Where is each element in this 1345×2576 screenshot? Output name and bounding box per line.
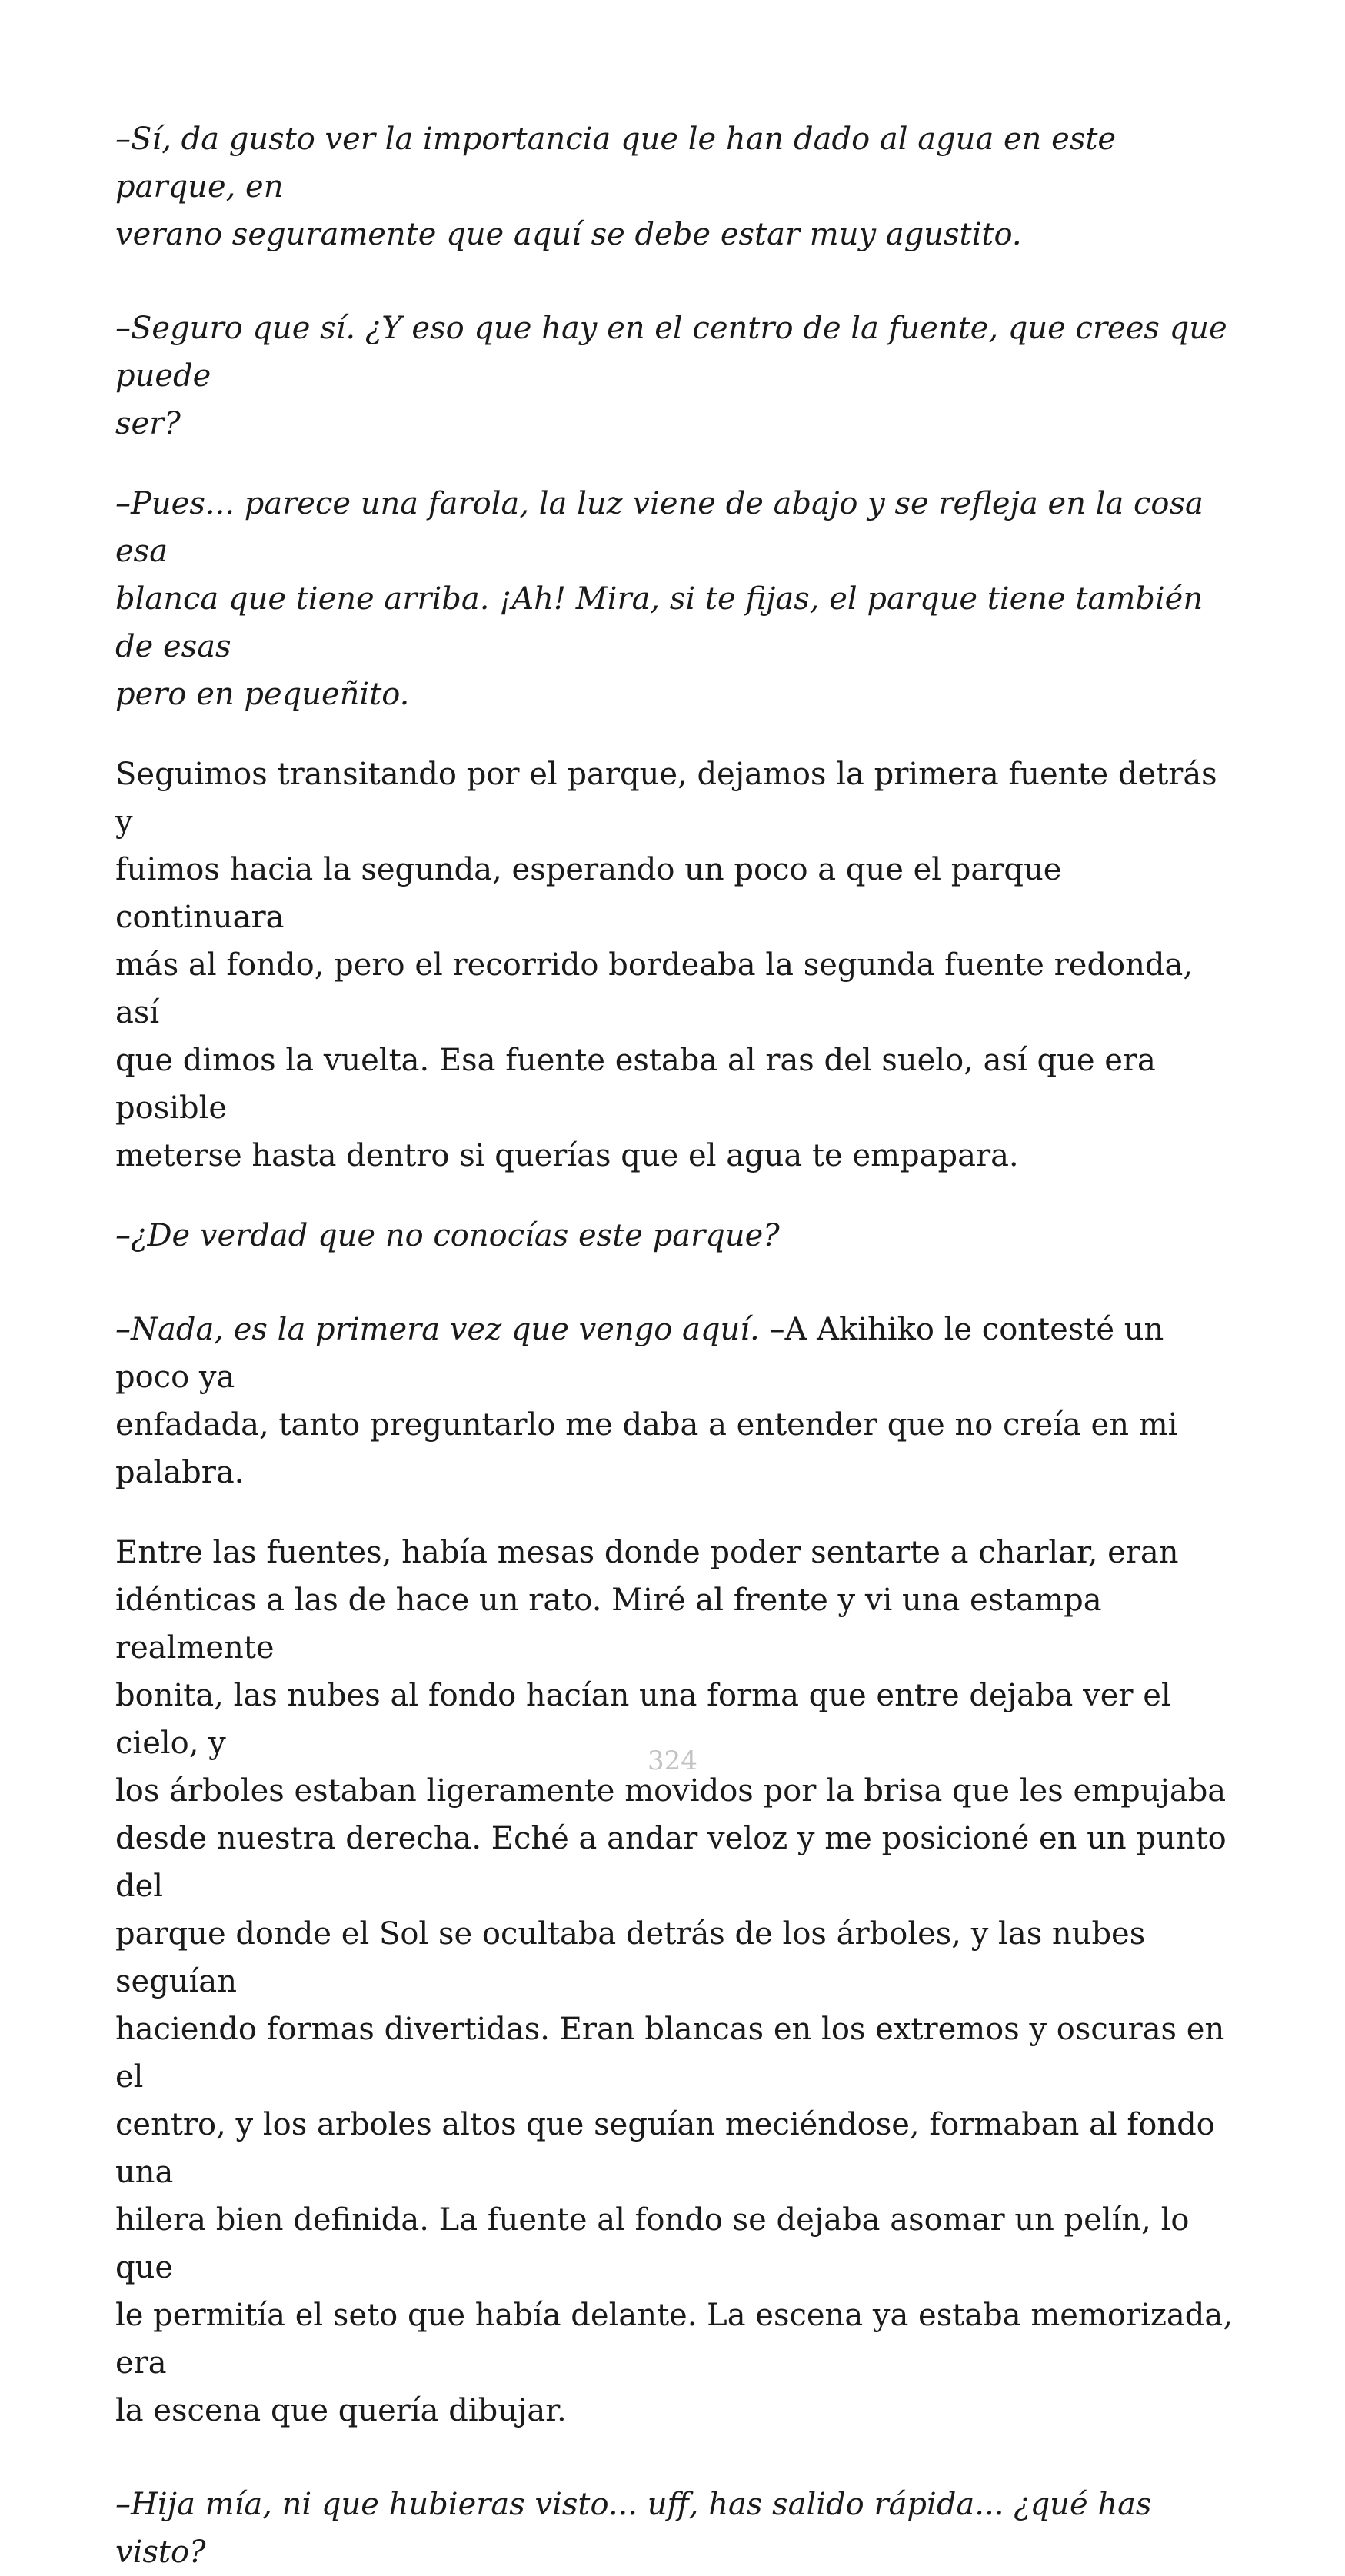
text-line: enfadada, tanto preguntarlo me daba a entender que no creía en mi: [115, 1407, 1178, 1443]
text-line: hilera bien definida. La fuente al fondo se dejaba asomar un pelín, lo que: [115, 2202, 1200, 2285]
text-line: verano seguramente que aquí se debe estar muy agustito.: [115, 217, 1022, 252]
text-line: pero en pequeñito.: [115, 677, 410, 712]
text-line: bonita, las nubes al fondo hacían una forma que entre dejaba ver el cielo, y: [115, 1678, 1181, 1761]
dialogue-paragraph-3: [115, 480, 1238, 718]
text-line: –Hija mía, ni que hubieras visto... uff, has salido rápida... ¿qué has visto?: [115, 2487, 1162, 2570]
text-line: le permitía el seto que había delante. La escena ya estaba memorizada, era: [115, 2298, 1243, 2381]
dialogue-paragraph-1: [115, 115, 1238, 258]
book-page: [115, 115, 1243, 2570]
text-line: ser?: [115, 406, 181, 441]
dialogue-paragraph-2: [115, 305, 1238, 448]
text-line: idénticas a las de hace un rato. Miré al frente y vi una estampa realmente: [115, 1583, 1112, 1666]
text-line: la escena que quería dibujar.: [115, 2393, 567, 2428]
dialogue-paragraph-4: [115, 1212, 1238, 1260]
text-line: –Pues... parece una farola, la luz viene de abajo y se refleja en la cosa esa: [115, 486, 1213, 569]
narration-paragraph-1: [115, 751, 1238, 1180]
text-line: meterse hasta dentro si querías que el agua te empapara.: [115, 1138, 1019, 1173]
text-line: –Seguro que sí. ¿Y eso que hay en el centro de la fuente, que crees que puede: [115, 311, 1237, 394]
dialogue-paragraph-5: [115, 2481, 1238, 2576]
text-line: Entre las fuentes, había mesas donde poder sentarte a charlar, eran: [115, 1535, 1179, 1570]
text-line: más al fondo, pero el recorrido bordeaba la segunda fuente redonda, así: [115, 947, 1203, 1030]
page-number: 324: [648, 1746, 697, 1776]
text-line: blanca que tiene arriba. ¡Ah! Mira, si te fijas, el parque tiene también de esas: [115, 581, 1213, 664]
mixed-paragraph: [115, 1306, 1238, 1496]
text-line: que dimos la vuelta. Esa fuente estaba al ras del suelo, así que era posible: [115, 1043, 1166, 1126]
text-line: parque donde el Sol se ocultaba detrás de los árboles, y las nubes seguían: [115, 1916, 1155, 1999]
text-line: haciendo formas divertidas. Eran blancas en los extremos y oscuras en el: [115, 2012, 1234, 2095]
text-line: fuimos hacia la segunda, esperando un poco a que el parque continuara: [115, 852, 1072, 935]
text-line: desde nuestra derecha. Eché a andar veloz y me posicioné en un punto del: [115, 1821, 1237, 1904]
text-line: centro, y los arboles altos que seguían meciéndose, formaban al fondo una: [115, 2107, 1225, 2190]
dialogue-fragment: –Nada, es la primera vez que vengo aquí.: [115, 1312, 770, 1347]
text-line: –Sí, da gusto ver la importancia que le han dado al agua en este parque, en: [115, 121, 1126, 205]
text-line: los árboles estaban ligeramente movidos por la brisa que les empujaba: [115, 1773, 1227, 1809]
narration-fragment: –A Akihiko le contesté un poco ya: [115, 1312, 1174, 1395]
narration-paragraph-2: [115, 1529, 1243, 2435]
text-line: palabra.: [115, 1455, 245, 1490]
text-line: Seguimos transitando por el parque, dejamos la primera fuente detrás y: [115, 757, 1227, 840]
text-line: –¿De verdad que no conocías este parque?: [115, 1218, 780, 1253]
